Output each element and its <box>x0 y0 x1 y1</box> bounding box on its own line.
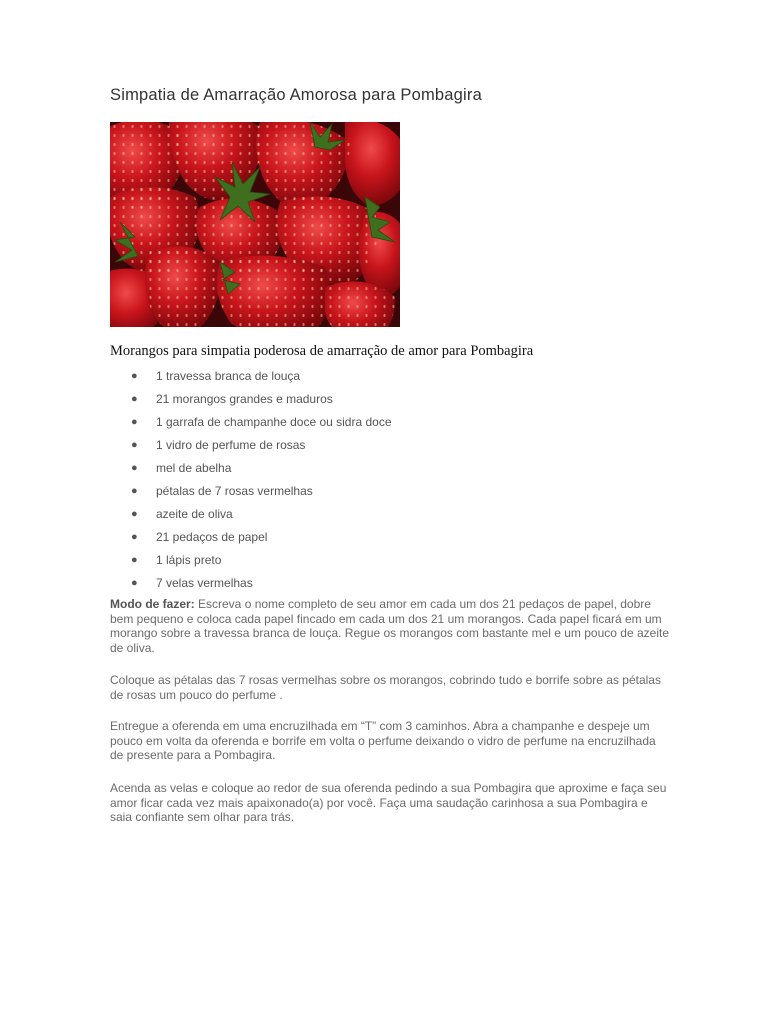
list-item-text: 1 travessa branca de louça <box>156 369 301 383</box>
list-item-text: 7 velas vermelhas <box>156 576 253 590</box>
list-item-text: mel de abelha <box>156 461 232 475</box>
list-item-text: 1 garrafa de champanhe doce ou sidra doce <box>156 415 392 429</box>
bullet-icon: ● <box>131 370 138 382</box>
bullet-icon: ● <box>131 416 138 428</box>
list-item-text: 21 morangos grandes e maduros <box>156 392 333 406</box>
page-title: Simpatia de Amarração Amorosa para Pombagira <box>110 86 482 104</box>
list-item-text: 1 lápis preto <box>156 553 222 567</box>
list-item-text: pétalas de 7 rosas vermelhas <box>156 484 313 498</box>
body-paragraph: Acenda as velas e coloque ao redor de sua oferenda pedindo a sua Pombagira que aproxime e faça seu amor ficar cada vez mais apaixonado(a) por você. Faça uma saudação carinhosa a sua Pombagira e saia confiante sem olhar para trás. <box>110 781 667 825</box>
method-text: Escreva o nome completo de seu amor em cada um dos 21 pedaços de papel, dobre bem pequeno e coloca cada papel fincado em cada um dos 21 um morangos. Cada papel ficará em um morango sobre a travessa branca de louça. Regue os morangos com bastante mel e um pouco de azeite de oliva. <box>110 597 669 655</box>
method-label: Modo de fazer: <box>110 597 195 611</box>
bullet-icon: ● <box>131 554 138 566</box>
bullet-icon: ● <box>131 393 138 405</box>
bullet-icon: ● <box>131 485 138 497</box>
image-caption: Morangos para simpatia poderosa de amarração de amor para Pombagira <box>110 343 534 359</box>
bullet-icon: ● <box>131 531 138 543</box>
list-item-text: 21 pedaços de papel <box>156 530 268 544</box>
list-item-text: 1 vidro de perfume de rosas <box>156 438 306 452</box>
body-paragraph: Coloque as pétalas das 7 rosas vermelhas sobre os morangos, cobrindo tudo e borrife sobre as pétalas de rosas um pouco do perfume . <box>110 673 661 702</box>
method-paragraph <box>110 597 670 655</box>
bullet-icon: ● <box>131 439 138 451</box>
body-paragraph: Entregue a oferenda em uma encruzilhada em “T” com 3 caminhos. Abra a champanhe e despeje um pouco em volta da oferenda e borrife em volta o perfume deixando o vidro de perfume na encruzilhada de presente para a Pombagira. <box>110 719 656 763</box>
bullet-icon: ● <box>131 462 138 474</box>
bullet-icon: ● <box>131 577 138 589</box>
list-item-text: azeite de oliva <box>156 507 233 521</box>
strawberries-photo <box>110 122 400 327</box>
bullet-icon: ● <box>131 508 138 520</box>
